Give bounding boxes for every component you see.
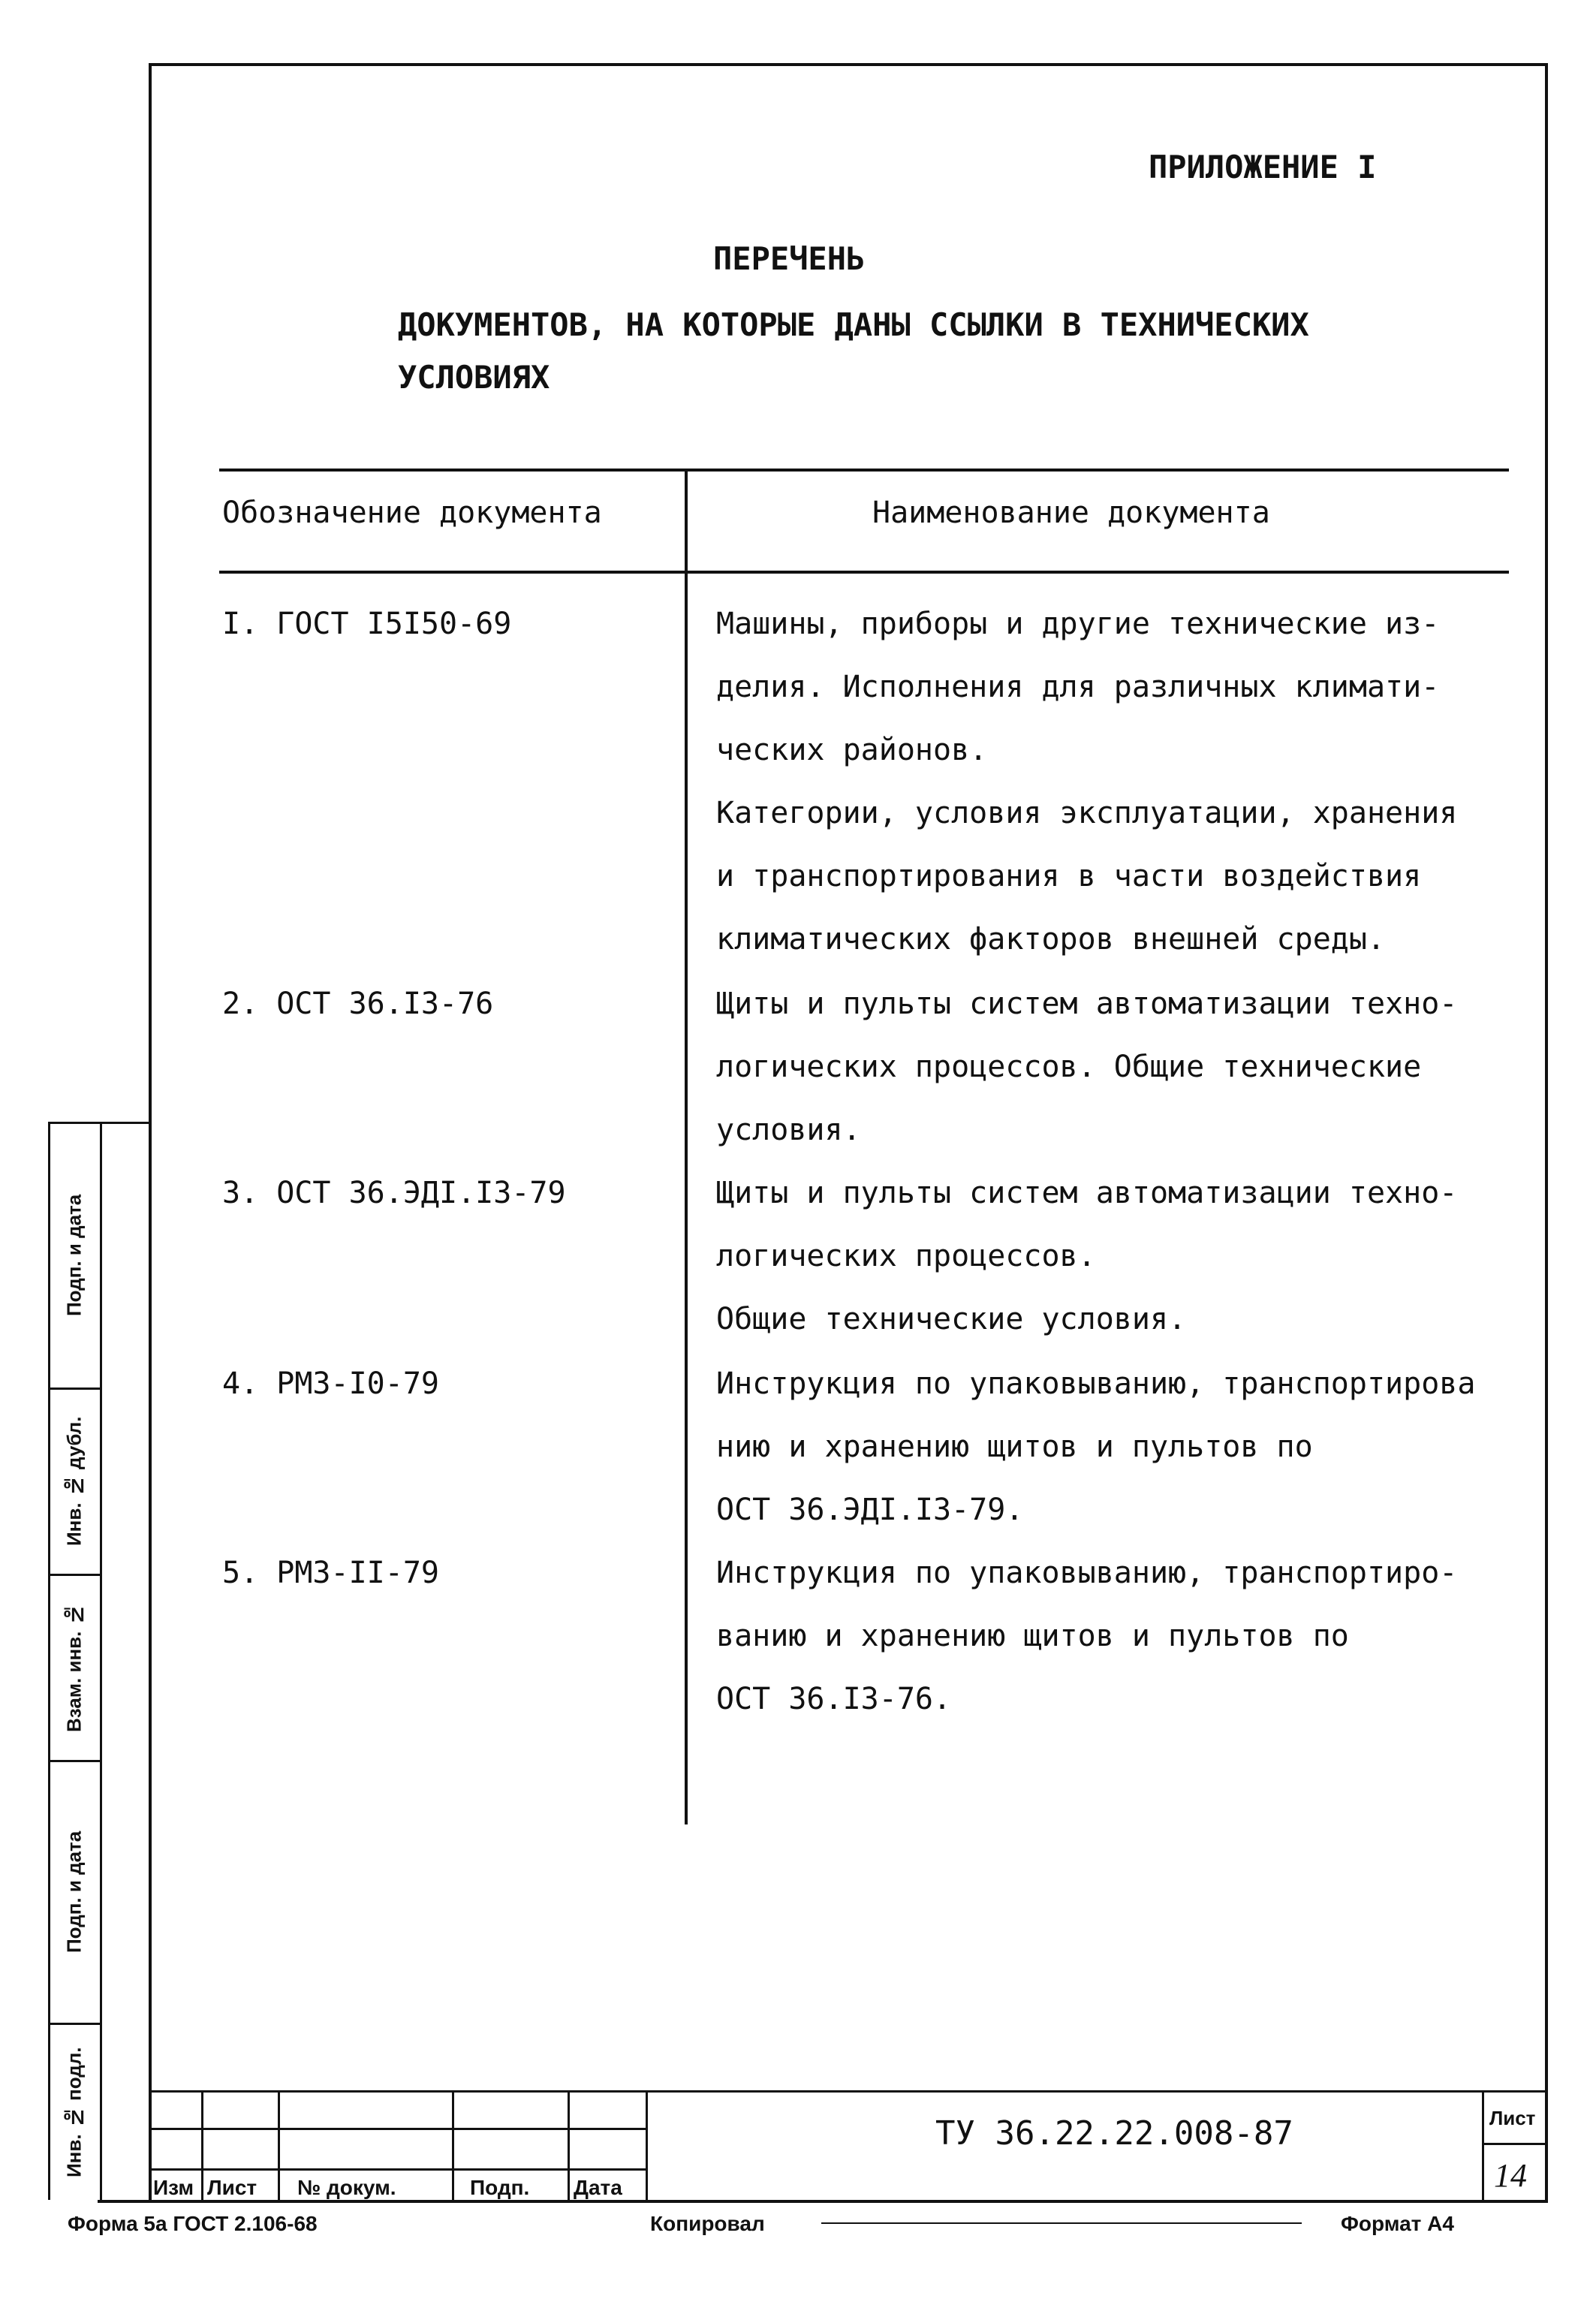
document-title: ПЕРЕЧЕНЬ <box>713 240 866 277</box>
row-3-name-line-1: Щиты и пульты систем автоматизации техно- <box>716 1176 1458 1210</box>
row-4-name-line-2: нию и хранению щитов и пультов по <box>716 1430 1313 1464</box>
row-1-name-line-2: делия. Исполнения для различных климати- <box>716 670 1440 704</box>
stamp-col-label-docnum: № докум. <box>297 2176 396 2199</box>
table-header-name: Наименование документа <box>872 496 1270 530</box>
stamp-col-1 <box>201 2090 203 2203</box>
row-5-name-line-2: ванию и хранению щитов и пультов по <box>716 1619 1349 1653</box>
row-3-name-line-2: логических процессов. <box>716 1239 1096 1273</box>
row-3-name-line-3: Общие технические условия. <box>716 1302 1187 1336</box>
stamp-sheet-rule <box>1482 2143 1548 2145</box>
stamp-top-rule <box>149 2090 1548 2093</box>
row-4-designation: 4. РМЗ-I0-79 <box>222 1366 439 1401</box>
table-header-rule <box>219 571 1509 574</box>
stamp-col-label-sheet: Лист <box>207 2176 257 2199</box>
row-1-designation: I. ГОСТ I5I50-69 <box>222 607 512 641</box>
table-top-rule <box>219 469 1509 472</box>
side-label-replace-inv: Взам. инв. № <box>62 1603 86 1732</box>
row-2-name-line-2: логических процессов. Общие технические <box>716 1050 1422 1084</box>
row-1-name-line-3: ческих районов. <box>716 733 988 767</box>
row-2-name-line-1: Щиты и пульты систем автоматизации техно- <box>716 987 1458 1021</box>
stamp-document-code: ТУ 36.22.22.008-87 <box>935 2114 1293 2153</box>
stamp-col-label-date: Дата <box>574 2176 622 2199</box>
stamp-col-label-change: Изм <box>153 2176 194 2199</box>
footer-form: Форма 5а ГОСТ 2.106-68 <box>68 2212 318 2235</box>
row-4-name-line-1: Инструкция по упаковыванию, транспортирова <box>716 1366 1476 1401</box>
stamp-col-4 <box>568 2090 570 2203</box>
footer-copied: Копировал <box>650 2212 765 2235</box>
frame-left <box>149 63 152 2203</box>
row-5-designation: 5. РМЗ-II-79 <box>222 1556 439 1590</box>
side-label-dup-inv: Инв. № дубл. <box>62 1416 86 1547</box>
frame-bottom <box>98 2200 1548 2203</box>
document-subtitle-line1: ДОКУМЕНТОВ, НА КОТОРЫЕ ДАНЫ ССЫЛКИ В ТЕХНИЧЕСКИХ <box>398 306 1309 343</box>
side-label-sign-date-2: Подп. и дата <box>62 1830 86 1954</box>
row-2-designation: 2. ОСТ 36.I3-76 <box>222 987 494 1021</box>
stamp-col-2 <box>278 2090 280 2203</box>
appendix-label: ПРИЛОЖЕНИЕ I <box>1149 149 1377 185</box>
stamp-col-6 <box>1482 2090 1484 2203</box>
side-label-orig-inv: Инв. № подл. <box>62 2047 86 2177</box>
document-subtitle-line2: УСЛОВИЯХ <box>398 359 550 396</box>
table-header-designation: Обозначение документа <box>222 496 602 530</box>
frame-right <box>1545 63 1548 2203</box>
row-1-name-line-5: и транспортирования в части воздействия <box>716 859 1422 893</box>
row-1-name-line-4: Категории, условия эксплуатации, хранения <box>716 796 1458 830</box>
stamp-row-rule-2 <box>149 2168 647 2171</box>
stamp-row-rule-1 <box>149 2128 647 2130</box>
row-1-name-line-6: климатических факторов внешней среды. <box>716 922 1386 957</box>
table-column-divider <box>685 469 688 1824</box>
row-5-name-line-1: Инструкция по упаковыванию, транспортиро- <box>716 1556 1458 1590</box>
row-2-name-line-3: условия. <box>716 1113 861 1147</box>
row-5-name-line-3: ОСТ 36.I3-76. <box>716 1682 952 1716</box>
row-3-designation: 3. ОСТ 36.ЭДI.I3-79 <box>222 1176 566 1210</box>
side-label-sign-date-1: Подп. и дата <box>62 1194 86 1317</box>
frame-top <box>149 63 1548 66</box>
stamp-col-3 <box>452 2090 454 2203</box>
stamp-col-label-signature: Подп. <box>470 2176 530 2199</box>
stamp-col-5 <box>646 2090 648 2203</box>
stamp-sheet-label: Лист <box>1489 2107 1536 2129</box>
footer-format: Формат А4 <box>1341 2212 1454 2235</box>
row-4-name-line-3: ОСТ 36.ЭДI.I3-79. <box>716 1493 1024 1527</box>
row-1-name-line-1: Машины, приборы и другие технические из- <box>716 607 1440 641</box>
footer-copied-rule <box>821 2222 1302 2224</box>
stamp-sheet-number: 14 <box>1494 2157 1527 2194</box>
